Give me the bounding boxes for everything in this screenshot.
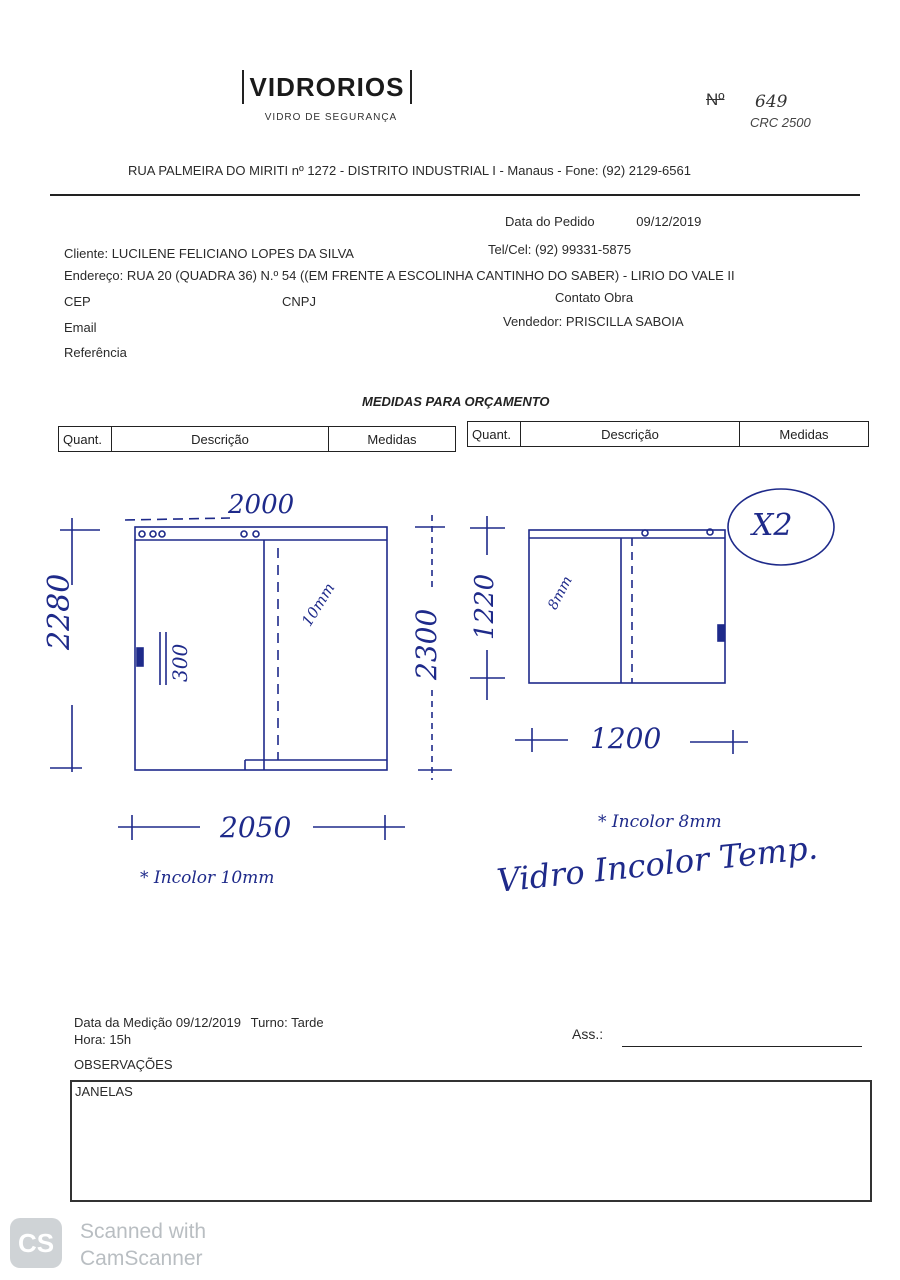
- order-date-label: Data do Pedido: [505, 214, 595, 229]
- col-description: Descrição: [521, 422, 740, 447]
- order-number-label: Nº: [706, 90, 725, 109]
- col-measures: Medidas: [329, 427, 456, 452]
- handwritten-note: Vidro Incolor Temp.: [495, 828, 820, 900]
- observations-label: OBSERVAÇÕES: [74, 1057, 173, 1072]
- company-address: RUA PALMEIRA DO MIRITI nº 1272 - DISTRITO INDUSTRIAL I - Manaus - Fone: (92) 2129-6561: [128, 163, 691, 178]
- multiplier-label: X2: [752, 508, 793, 543]
- roller-mark: [150, 531, 156, 537]
- measure-date-value: 09/12/2019: [175, 1015, 241, 1030]
- order-note: CRC 2500: [750, 115, 811, 130]
- seller-value: PRISCILLA SABOIA: [565, 314, 684, 329]
- contact-label: Contato Obra: [555, 290, 634, 305]
- measure-date-label: Data da Medição: [74, 1015, 173, 1030]
- email-label: Email: [64, 320, 97, 335]
- client-value: LUCILENE FELICIANO LOPES DA SILVA: [111, 246, 354, 261]
- dim-window-height: 1220: [470, 573, 500, 640]
- dim-left-height: 2280: [42, 573, 77, 650]
- glass-thickness-note: 8mm: [545, 573, 576, 613]
- col-quantity: Quant.: [59, 427, 112, 452]
- roller-mark: [139, 531, 145, 537]
- time-value: 15h: [109, 1032, 132, 1047]
- observations-value: JANELAS: [75, 1084, 133, 1099]
- reference-label: Referência: [64, 345, 127, 360]
- signature-label: Ass.:: [572, 1026, 604, 1042]
- glass-footnote: * Incolor 10mm: [140, 868, 275, 888]
- order-number: 649: [755, 92, 788, 112]
- roller-mark: [642, 530, 648, 536]
- watermark-line1: Scanned with: [80, 1220, 207, 1243]
- observations-box: [70, 1080, 872, 1202]
- time-field: [74, 1032, 131, 1047]
- dim-right-height: 2300: [410, 608, 443, 680]
- roller-mark: [159, 531, 165, 537]
- address-value: RUA 20 (QUADRA 36) N.º 54 ((EM FRENTE A ESCOLINHA CANTINHO DO SABER) - LIRIO DO VALE II: [126, 268, 735, 283]
- cnpj-label: CNPJ: [282, 294, 316, 309]
- phone-label: Tel/Cel:: [488, 242, 532, 257]
- section-title: MEDIDAS PARA ORÇAMENTO: [362, 394, 550, 409]
- camscanner-watermark: [80, 1218, 206, 1272]
- seller-label: Vendedor:: [503, 314, 563, 329]
- order-date-value: 09/12/2019: [636, 214, 702, 229]
- glass-thickness-note: 10mm: [298, 579, 339, 630]
- signature-line: [622, 1046, 862, 1047]
- brand-logo: VIDRORIOS: [242, 70, 412, 104]
- time-label: Hora:: [74, 1032, 106, 1047]
- measure-date-field: [74, 1015, 324, 1030]
- dim-top-line: [125, 518, 230, 520]
- col-measures: Medidas: [740, 422, 869, 447]
- watermark-line2: CamScanner: [80, 1247, 203, 1270]
- dim-window-width: 1200: [590, 722, 662, 755]
- handle-mark: [137, 648, 143, 666]
- roller-mark: [253, 531, 259, 537]
- glass-footnote: * Incolor 8mm: [598, 812, 722, 832]
- shift-value: Tarde: [291, 1015, 324, 1030]
- handle-mark: [718, 625, 724, 641]
- client-label: Cliente:: [64, 246, 109, 261]
- cep-label: CEP: [64, 294, 91, 309]
- roller-mark: [241, 531, 247, 537]
- brand-subtitle: VIDRO DE SEGURANÇA: [264, 112, 398, 123]
- col-quantity: Quant.: [468, 422, 521, 447]
- address-label: Endereço:: [64, 268, 124, 283]
- dim-top-width: 2000: [228, 490, 295, 520]
- phone-value: (92) 99331-5875: [534, 242, 632, 257]
- shift-label: Turno:: [250, 1015, 288, 1030]
- col-description: Descrição: [112, 427, 329, 452]
- inner-dimension: 300: [168, 643, 192, 682]
- dim-bottom-width: 2050: [220, 811, 292, 844]
- camscanner-logo: CS: [10, 1218, 62, 1268]
